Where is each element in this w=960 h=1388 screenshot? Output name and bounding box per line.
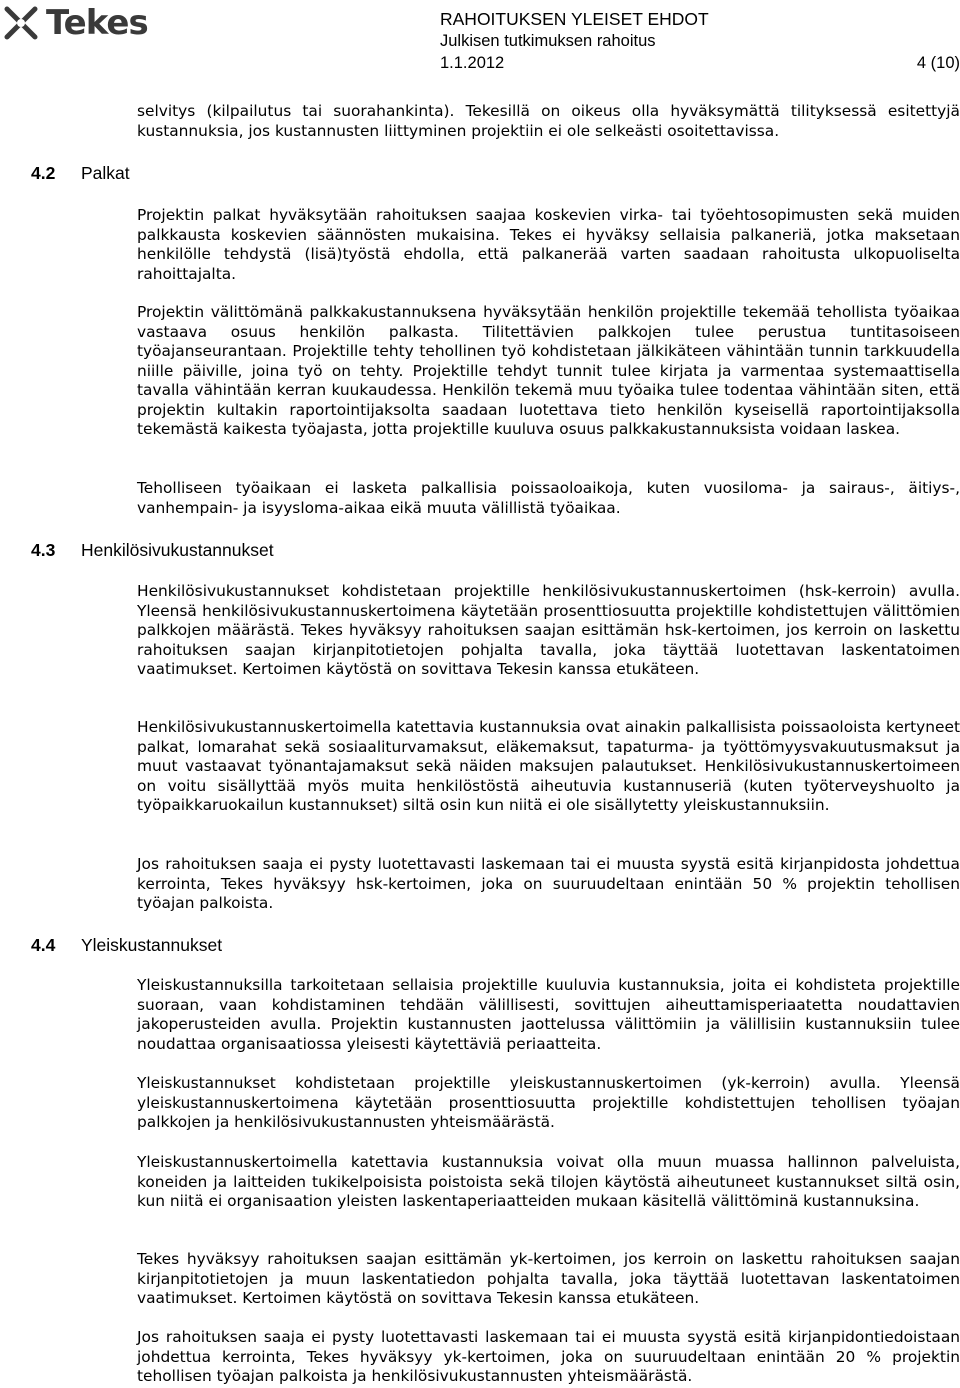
paragraph-hsk-2: Henkilösivukustannuskertoimella katettavia kustannuksia ovat ainakin palkallisista poissaoloista kertyneet palkat, lomarahat sekä sosiaaliturvamaksut, eläkemaksut, tapaturma- ja työttömyysvakuutusmaksut ja muut vastaavat työnantajamaksut sekä näiden maksujen palautukset. Henkilösivukustannuskertoimeen on voitu sisällyttää myös muita henkilöstöstä aiheutuvia kustannuseriä (kuten työterveyshuolto ja työpaikkaruokailun kustannukset) siltä osin kun niitä ei ole sisällytetty yleiskustannuksiin. bbox=[137, 718, 960, 814]
section-heading-palkat bbox=[31, 162, 130, 184]
paragraph-palkat-3: Teholliseen työaikaan ei lasketa palkallisia poissaoloaikoja, kuten vuosiloma- ja sairaus-, äitiys-, vanhempain- ja isyysloma-aikaa eikä muuta välillistä työaikaa. bbox=[137, 479, 960, 517]
paragraph-palkat-1: Projektin palkat hyväksytään rahoituksen saajaa koskevien virka- tai työehtosopimusten sekä muiden palkkausta koskevien säännösten mukaisina. Tekes ei hyväksy sellaisia palkaneriä, jotka maksetaan henkilölle tehdystä (lisä)työstä ehdolla, että palkanerää varten saadaan rahoitusta ulkopuoliselta rahoittajalta. bbox=[137, 206, 960, 283]
section-number: 4.4 bbox=[31, 935, 56, 955]
paragraph-hsk-3: Jos rahoituksen saaja ei pysty luotettavasti laskemaan tai ei muusta syystä esitä kirjanpidosta johdettua kerrointa, Tekes hyväksyy hsk-kertoimen, joka on suuruudeltaan enintään 50 % projektin tehollisen työajan palkoista. bbox=[137, 855, 960, 912]
document-header bbox=[440, 8, 960, 74]
section-number: 4.2 bbox=[31, 163, 56, 183]
section-heading-henkilosivukustannukset bbox=[31, 539, 274, 561]
document-title: RAHOITUKSEN YLEISET EHDOT bbox=[440, 9, 709, 29]
paragraph-continuation: selvitys (kilpailutus tai suorahankinta). Tekesillä on oikeus olla hyväksymättä tilityksessä esitettyjä kustannuksia, jos kustannusten liittyminen projektiin ei ole selkeästi osoitettavissa. bbox=[137, 102, 960, 140]
paragraph-yk-2: Yleiskustannukset kohdistetaan projektille yleiskustannuskertoimen (yk-kerroin) avulla. Yleensä yleiskustannuskertoimena käytetään prosenttiosuutta projektille kohdistettujen tehollisen työajan palkkojen ja henkilösivukustannusten yhteismäärästä. bbox=[137, 1074, 960, 1131]
section-heading-yleiskustannukset bbox=[31, 934, 222, 956]
section-title: Henkilösivukustannukset bbox=[81, 540, 274, 560]
paragraph-palkat-2: Projektin välittömänä palkkakustannuksena hyväksytään henkilön projektille tekemää tehollista työaikaa vastaava osuus henkilön palkasta. Tilitettävien palkkojen tulee perustua tuntitasoiseen työajanseurantaan. Projektille tehty tehollinen työ kohdistetaan jälkikäteen vähintään tunnin tarkkuudella niille päiville, joina työ on tehty. Projektille tehdyt tunnit tulee kirjata ja varmentaa systemaattisella tavalla vähintään kerran kuukaudessa. Henkilön tekemä muu työaika tulee todentaa vähintään siten, että projektin kultakin raportointijaksolta saadaan luotettava tieto henkilön kyseisellä raportointijaksolla tekemästä kaikesta työajasta, jotta projektille kuuluva osuus palkkakustannuksista voidaan laskea. bbox=[137, 303, 960, 438]
paragraph-yk-4: Tekes hyväksyy rahoituksen saajan esittämän yk-kertoimen, jos kerroin on laskettu rahoituksen saajan kirjanpitotietojen ja muun laskentatiedon pohjalta tavalla, joka täyttää luotettavan laskentatoimen vaatimukset. Kertoimen käytöstä on sovittava Tekesin kanssa etukäteen. bbox=[137, 1250, 960, 1307]
section-title: Yleiskustannukset bbox=[81, 935, 223, 955]
paragraph-yk-3: Yleiskustannuskertoimella katettavia kustannuksia voivat olla muun muassa hallinnon palveluista, koneiden ja laitteiden tukikelpoisista poistoista sekä tilojen käytöstä aiheutuneet kustannukset siltä osin, kun niitä ei organisaation yleisten laskentaperiaatteiden mukaan käsitellä välittöminä kustannuksina. bbox=[137, 1153, 960, 1210]
section-number: 4.3 bbox=[31, 540, 56, 560]
paragraph-hsk-1: Henkilösivukustannukset kohdistetaan projektille henkilösivukustannuskertoimen (hsk-kerroin) avulla. Yleensä henkilösivukustannuskertoimena käytetään prosenttiosuutta projektille kohdistettujen välittömien palkkojen määrästä. Tekes hyväksyy rahoituksen saajan esittämän hsk-kertoimen, jos kerroin on laskettu rahoituksen saajan kirjanpitotietojen pohjalta tavalla, joka täyttää luotettavan laskentatoimen vaatimukset. Kertoimen käytöstä on sovittava Tekesin kanssa etukäteen. bbox=[137, 582, 960, 678]
document-date: 1.1.2012 bbox=[440, 54, 505, 72]
logo-wordmark: Tekes bbox=[46, 3, 148, 43]
tekes-logo-icon bbox=[0, 2, 42, 44]
page-number: 4 (10) bbox=[916, 54, 960, 72]
tekes-logo bbox=[0, 2, 148, 44]
document-subtitle: Julkisen tutkimuksen rahoitus bbox=[440, 32, 656, 50]
paragraph-yk-5: Jos rahoituksen saaja ei pysty luotettavasti laskemaan tai ei muusta syystä esitä kirjanpidontiedoistaan johdettua kerrointa, Tekes hyväksyy yk-kertoimen, joka on suuruudeltaan enintään 20 % projektin tehollisen työajan palkoista ja henkilösivukustannusten yhteismäärästä. bbox=[137, 1328, 960, 1385]
section-title: Palkat bbox=[81, 163, 130, 183]
paragraph-yk-1: Yleiskustannuksilla tarkoitetaan sellaisia projektille kuuluvia kustannuksia, joita ei kohdisteta projektille suoraan, vaan kohdistaminen tehdään välillisesti, sovittujen aiheuttamisperiaatetta noudattavien jakoperusteiden avulla. Projektin kustannusten jaottelussa välittömiin ja välillisiin kustannuksiin tulee noudattaa organisaatiossa yleisesti käytettäviä periaatteita. bbox=[137, 976, 960, 1053]
